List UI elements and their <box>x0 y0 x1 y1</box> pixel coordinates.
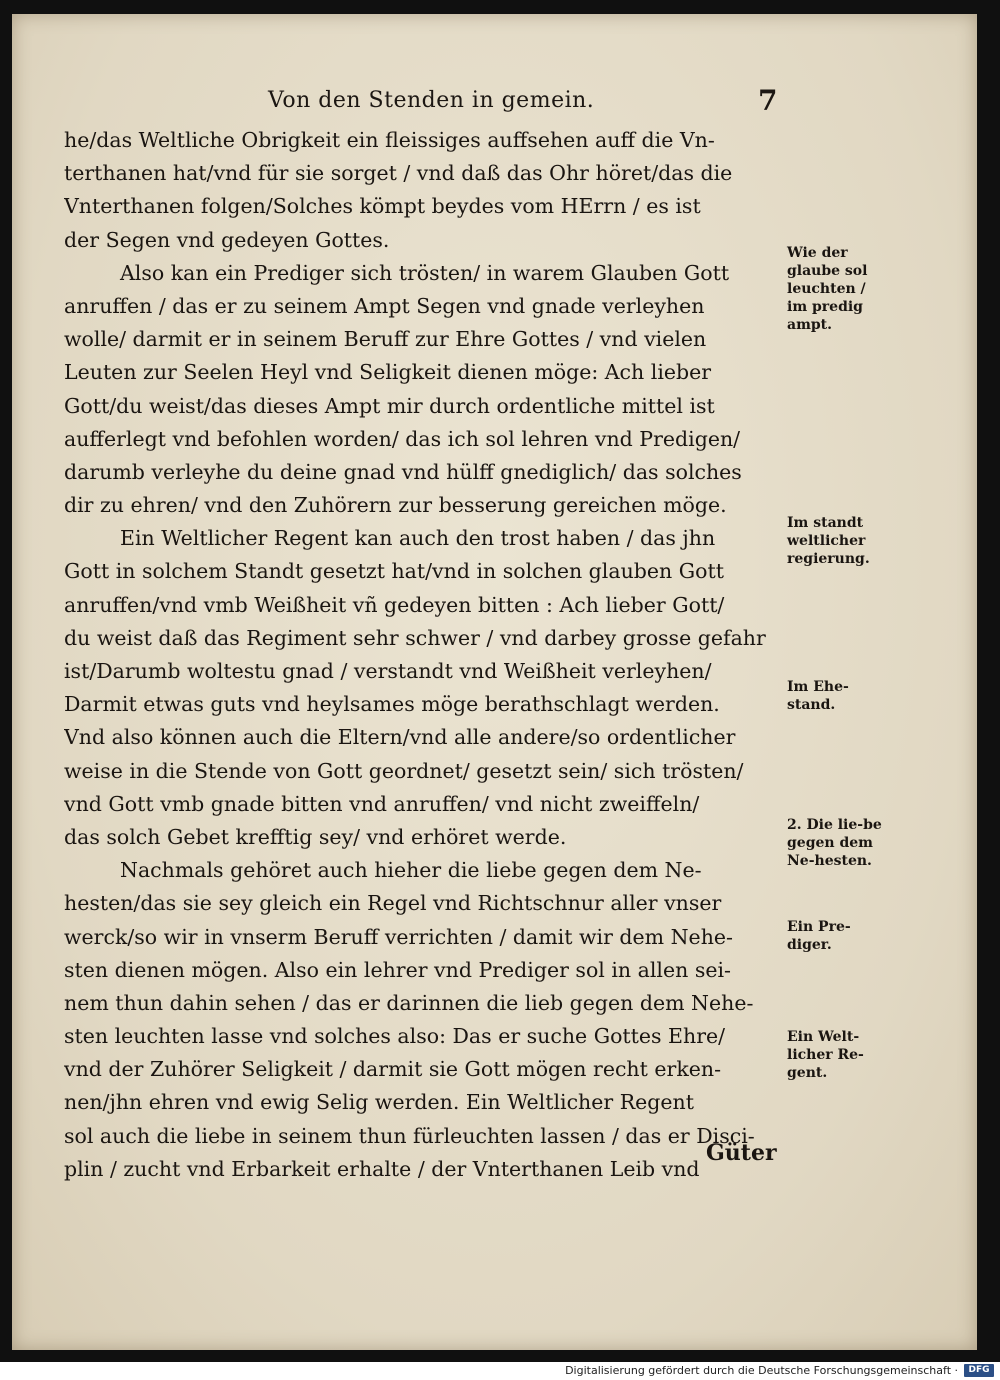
text-line: nen/jhn ehren vnd ewig Selig werden. Ein Weltlicher Regent <box>64 1090 694 1115</box>
text-line: vnd der Zuhörer Seligkeit / darmit sie Gott mögen recht erken- <box>64 1057 722 1082</box>
text-line: weise in die Stende von Gott geordnet/ gesetzt sein/ sich trösten/ <box>64 758 744 783</box>
margin-note-liebe: 2. Die lie-be gegen dem Ne-hesten. <box>787 817 882 869</box>
text-line: darumb verleyhe du deine gnad vnd hülff gnediglich/ das solches <box>64 459 742 484</box>
text-line: he/das Weltliche Obrigkeit ein fleissiges auffsehen auff die Vn- <box>64 128 715 152</box>
margin-note-weltlicher-regent: Ein Welt-licher Re-gent. <box>787 1029 864 1081</box>
text-line: vnd Gott vmb gnade bitten vnd anruffen/ vnd nicht zweiffeln/ <box>64 791 700 816</box>
catchword: Güter <box>706 1140 777 1166</box>
text-line: plin / zucht vnd Erbarkeit erhalte / der Vnterthanen Leib vnd <box>64 1156 700 1181</box>
text-line: Vnterthanen folgen/Solches kömpt beydes vom HErrn / es ist <box>64 194 701 219</box>
text-line: werck/so wir in vnserm Beruff verrichten / damit wir dem Nehe- <box>64 924 733 949</box>
text-line: sten leuchten lasse vnd solches also: Das er suche Gottes Ehre/ <box>64 1024 726 1049</box>
text-line: aufferlegt vnd befohlen worden/ das ich sol lehren vnd Predigen/ <box>64 426 741 451</box>
text-line: nem thun dahin sehen / das er darinnen die lieb gegen dem Nehe- <box>64 990 754 1015</box>
text-line: anruffen/vnd vmb Weißheit vñ gedeyen bitten : Ach lieber Gott/ <box>64 592 725 617</box>
text-line: Gott in solchem Standt gesetzt hat/vnd in solchen glauben Gott <box>64 559 724 584</box>
text-line: du weist daß das Regiment sehr schwer / vnd darbey grosse gefahr <box>64 625 766 650</box>
body-text <box>64 124 784 1186</box>
text-line: Darmit etwas guts vnd heylsames möge berathschlagt werden. <box>64 692 720 717</box>
running-head: Von den Stenden in gemein. <box>268 88 595 113</box>
margin-note-ehestand: Im Ehe-stand. <box>787 679 849 713</box>
funding-credit: Digitalisierung gefördert durch die Deutsche Forschungsgemeinschaft · <box>565 1364 958 1377</box>
text-line: terthanen hat/vnd für sie sorget / vnd daß das Ohr höret/das die <box>64 161 733 186</box>
margin-note-weltliche-regierung: Im standt weltlicher regierung. <box>787 515 870 567</box>
text-line: Nachmals gehöret auch hieher die liebe gegen dem Ne- <box>120 858 702 883</box>
text-line: Ein Weltlicher Regent kan auch den trost haben / das jhn <box>120 526 716 551</box>
margin-note-prediger: Ein Pre-diger. <box>787 919 851 953</box>
text-line: sten dienen mögen. Also ein lehrer vnd Prediger sol in allen sei- <box>64 957 731 982</box>
text-line: ist/Darumb woltestu gnad / verstandt vnd Weißheit verleyhen/ <box>64 659 712 683</box>
text-line: Vnd also können auch die Eltern/vnd alle andere/so ordentlicher <box>64 725 736 750</box>
text-line: Leuten zur Seelen Heyl vnd Seligkeit dienen möge: Ach lieber <box>64 360 712 385</box>
text-line: anruffen / das er zu seinem Ampt Segen vnd gnade verleyhen <box>64 293 705 318</box>
text-line: dir zu ehren/ vnd den Zuhörern zur besserung gereichen möge. <box>64 493 727 518</box>
text-line: sol auch die liebe in seinem thun fürleuchten lassen / das er Disci- <box>64 1123 755 1148</box>
text-line: hesten/das sie sey gleich ein Regel vnd Richtschnur aller vnser <box>64 891 722 916</box>
text-line: der Segen vnd gedeyen Gottes. <box>64 227 390 252</box>
dfg-logo-icon: DFG <box>964 1364 994 1377</box>
page-number: 7 <box>758 84 778 117</box>
text-line: Also kan ein Prediger sich trösten/ in warem Glauben Gott <box>120 260 730 285</box>
margin-note-glaube: Wie der glaube sol leuchten / im predig ampt. <box>787 245 868 333</box>
text-line: Gott/du weist/das dieses Ampt mir durch ordentliche mittel ist <box>64 393 715 418</box>
text-line: wolle/ darmit er in seinem Beruff zur Ehre Gottes / vnd vielen <box>64 327 707 352</box>
text-line: das solch Gebet krefftig sey/ vnd erhöret werde. <box>64 824 567 849</box>
